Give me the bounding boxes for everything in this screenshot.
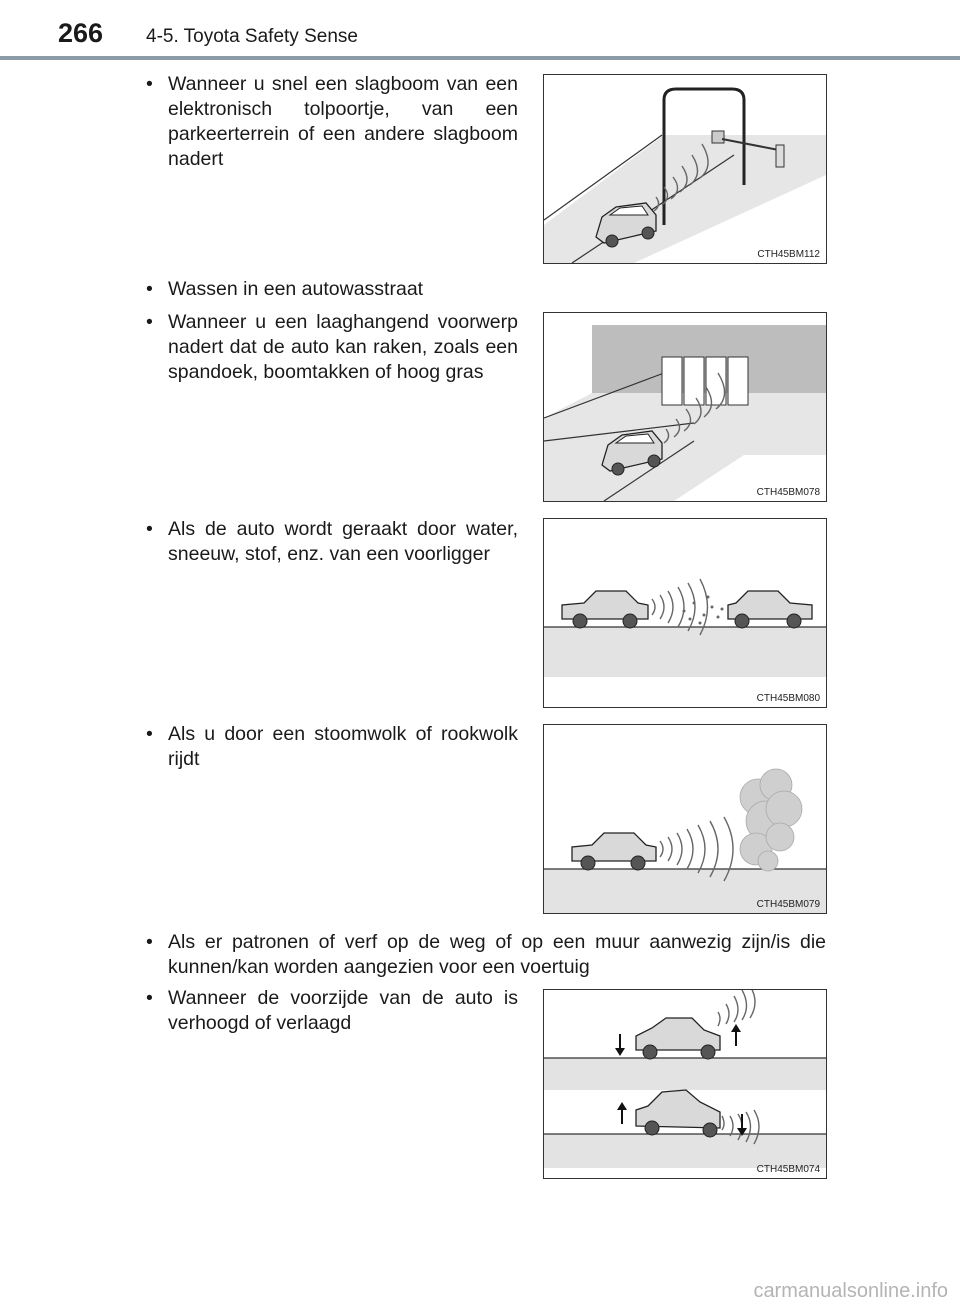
item-text: Wassen in een autowasstraat (168, 278, 424, 300)
arrow-down-icon (737, 1114, 747, 1136)
item-text: Wanneer u een laaghangend voorwerp nadert dat de auto kan raken, zoals een spandoek, boomtakken of hoog gras (168, 311, 518, 383)
bullet-mark: • (146, 278, 153, 300)
figure-gate-barrier (543, 74, 827, 264)
car-icon (728, 591, 812, 628)
bullet-item-road-patterns (146, 930, 826, 980)
car-icon (572, 833, 656, 870)
figure-code: CTH45BM080 (756, 693, 820, 704)
gate-barrier-illustration (544, 75, 826, 263)
figure-code: CTH45BM078 (756, 487, 820, 498)
bullet-item-low-object (146, 310, 518, 385)
bullet-mark: • (146, 518, 153, 540)
bullet-mark: • (146, 73, 153, 95)
item-text: Wanneer u snel een slagboom van een elektronisch tolpoortje, van een parkeerterrein of een andere slagboom nadert (168, 73, 518, 170)
item-text: Als u door een stoomwolk of rookwolk rijdt (168, 723, 518, 770)
figure-code: CTH45BM079 (756, 899, 820, 910)
figure-code: CTH45BM074 (756, 1164, 820, 1175)
bullet-mark: • (146, 723, 153, 745)
bullet-item-splash (146, 517, 518, 567)
bullet-mark: • (146, 931, 153, 953)
item-text: Wanneer de voorzijde van de auto is verhoogd of verlaagd (168, 987, 518, 1034)
figure-splash (543, 518, 827, 708)
arrow-up-icon (617, 1102, 627, 1124)
header-rule (0, 56, 960, 60)
bullet-mark: • (146, 987, 153, 1009)
bullet-item-raised-lowered (146, 986, 518, 1036)
figure-low-object (543, 312, 827, 502)
item-text: Als de auto wordt geraakt door water, sneeuw, stof, enz. van een voorligger (168, 518, 518, 565)
splash-illustration (544, 519, 826, 707)
arrow-down-icon (615, 1034, 625, 1056)
bullet-item-car-wash (146, 277, 518, 302)
section-title: 4-5. Toyota Safety Sense (146, 26, 358, 47)
smoke-illustration (544, 725, 826, 913)
arrow-up-icon (731, 1024, 741, 1046)
watermark: carmanualsonline.info (753, 1280, 948, 1302)
low-object-illustration (544, 313, 826, 501)
car-icon (636, 1018, 720, 1059)
figure-raised-lowered (543, 989, 827, 1179)
car-icon (562, 591, 648, 628)
item-text: Als er patronen of verf op de weg of op een muur aanwezig zijn/is die kunnen/kan worden aangezien voor een voertuig (168, 931, 826, 978)
bullet-mark: • (146, 311, 153, 333)
page-number: 266 (58, 18, 104, 48)
figure-smoke (543, 724, 827, 914)
bullet-item-gate-barrier (146, 72, 518, 172)
car-icon (636, 1090, 720, 1137)
figure-code: CTH45BM112 (757, 249, 820, 260)
raised-lowered-illustration (544, 990, 826, 1178)
bullet-item-smoke (146, 722, 518, 772)
